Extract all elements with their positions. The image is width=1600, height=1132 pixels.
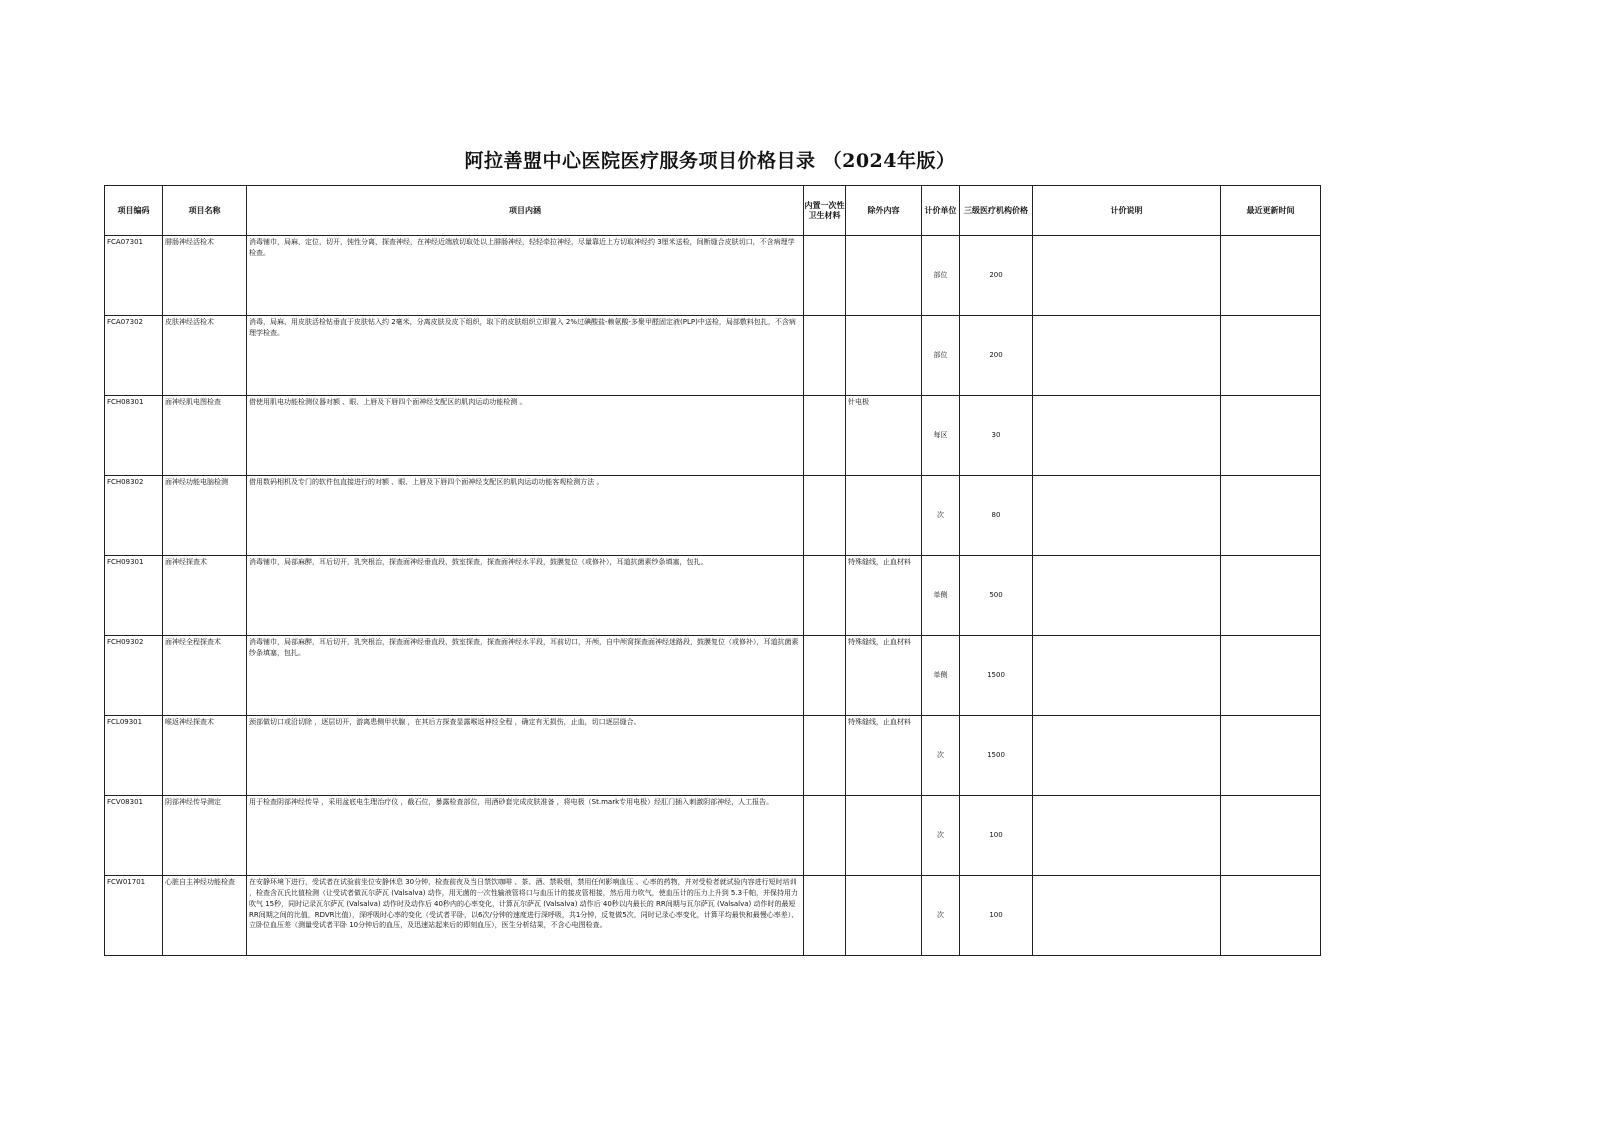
cell-price: 30 bbox=[960, 396, 1033, 476]
cell-content: 消毒，局麻，用皮肤活检钻垂直于皮肤钻入约 2毫米，分离皮肤及皮下组织，取下的皮肤组织立即置入 2%过碘酸盐-赖氨酸-多聚甲醛固定液(PLP)中送检，局部敷料包扎，不含病理学检查。 bbox=[247, 316, 804, 396]
cell-code: FCH09302 bbox=[105, 636, 163, 716]
cell-content: 用于检查阴部神经传导 ，采用盆底电生理治疗仪 ，截石位，暴露检查部位，用酒砂套完成皮肤准备 ，将电极（St.mark专用电极）经肛门插入刺激阴部神经，人工报告。 bbox=[247, 796, 804, 876]
cell-name: 阴部神经传导测定 bbox=[163, 796, 247, 876]
cell-updated bbox=[1221, 476, 1321, 556]
cell-explanation bbox=[1033, 236, 1221, 316]
header-updated: 最近更新时间 bbox=[1221, 186, 1321, 236]
cell-code: FCA07301 bbox=[105, 236, 163, 316]
cell-name: 面神经全程探查术 bbox=[163, 636, 247, 716]
table-row bbox=[105, 316, 1321, 396]
cell-price: 500 bbox=[960, 556, 1033, 636]
table-row bbox=[105, 396, 1321, 476]
cell-unit: 单侧 bbox=[922, 636, 960, 716]
page-title: 阿拉善盟中心医院医疗服务项目价格目录 （2024年版） bbox=[464, 150, 956, 172]
cell-price: 100 bbox=[960, 876, 1033, 956]
cell-excluded bbox=[846, 316, 922, 396]
cell-explanation bbox=[1033, 396, 1221, 476]
cell-unit: 单侧 bbox=[922, 556, 960, 636]
cell-code: FCH08301 bbox=[105, 396, 163, 476]
table-row bbox=[105, 236, 1321, 316]
header-unit: 计价单位 bbox=[922, 186, 960, 236]
cell-price: 1500 bbox=[960, 636, 1033, 716]
cell-price: 200 bbox=[960, 236, 1033, 316]
cell-unit: 每区 bbox=[922, 396, 960, 476]
cell-updated bbox=[1221, 636, 1321, 716]
cell-disposable bbox=[804, 876, 846, 956]
cell-updated bbox=[1221, 796, 1321, 876]
cell-name: 喉返神经探查术 bbox=[163, 716, 247, 796]
cell-disposable bbox=[804, 796, 846, 876]
cell-excluded: 特殊缝线，止血材料 bbox=[846, 716, 922, 796]
header-excluded: 除外内容 bbox=[846, 186, 922, 236]
table-row bbox=[105, 716, 1321, 796]
table-row bbox=[105, 556, 1321, 636]
cell-content: 消毒铺巾，局麻，定位，切开，钝性分离，探查神经，在神经近端放切取处以上腓肠神经，轻轻牵拉神经，尽量靠近上方切取神经约 3厘米送检，间断缝合皮肤切口，不含病理学检查。 bbox=[247, 236, 804, 316]
header-explanation: 计价说明 bbox=[1033, 186, 1221, 236]
cell-price: 100 bbox=[960, 796, 1033, 876]
table-row bbox=[105, 476, 1321, 556]
cell-excluded bbox=[846, 476, 922, 556]
cell-updated bbox=[1221, 716, 1321, 796]
cell-code: FCV08301 bbox=[105, 796, 163, 876]
header-disposable: 内置一次性卫生材料 bbox=[804, 186, 846, 236]
cell-excluded: 特殊缝线，止血材料 bbox=[846, 556, 922, 636]
table-row bbox=[105, 636, 1321, 716]
cell-unit: 部位 bbox=[922, 236, 960, 316]
table-row bbox=[105, 796, 1321, 876]
cell-unit: 次 bbox=[922, 876, 960, 956]
cell-code: FCW01701 bbox=[105, 876, 163, 956]
cell-content: 在安静环境下进行，受试者在试验前坐位安静休息 30分钟，检查前夜及当日禁饮咖啡 、茶、酒、禁吸烟，禁用任何影响血压 、心率的药物，并对受检者就试验内容进行短时培训 ，检查含瓦氏比值检测（让受试者做瓦尔萨瓦 (Valsalva) 动作，用无菌的一次性输液管将口与血压计的接皮管相接，然后用力吹气，使血压计的压力上升到 5.3千帕，并保持用力吹气 15秒，同时记录瓦尔萨瓦 (Valsalva) 动作时及动作后 40秒内的心率变化，计算瓦尔萨瓦 (Valsalva) 动作后 40秒以内最长的 RR间期与瓦尔萨瓦 (Valsalva) 动作时的最短 RR间期之间的比值，RDVR比值），深呼吸时心率的变化（受试者平卧，以6次/分钟的速度进行深呼吸，共1分钟，反复做5次，同时记录心率变化，计算平均最快和最慢心率差）、立卧位血压差（测量受试者平卧 10分钟后的血压，及迅速站起来后的即刻血压），医生分析结果，不含心电图检查。 bbox=[247, 876, 804, 956]
cell-name: 面神经肌电图检查 bbox=[163, 396, 247, 476]
cell-disposable bbox=[804, 316, 846, 396]
cell-explanation bbox=[1033, 796, 1221, 876]
cell-explanation bbox=[1033, 556, 1221, 636]
cell-price: 80 bbox=[960, 476, 1033, 556]
cell-name: 面神经功能电脑检测 bbox=[163, 476, 247, 556]
cell-code: FCL09301 bbox=[105, 716, 163, 796]
cell-disposable bbox=[804, 476, 846, 556]
cell-disposable bbox=[804, 236, 846, 316]
header-name: 项目名称 bbox=[163, 186, 247, 236]
cell-excluded bbox=[846, 876, 922, 956]
cell-price: 200 bbox=[960, 316, 1033, 396]
cell-unit: 次 bbox=[922, 716, 960, 796]
cell-explanation bbox=[1033, 636, 1221, 716]
cell-content: 颈部做切口或沿切除 ，逐层切开，游离患侧甲状腺 ，在其后方探查显露喉返神经全程 ，确定有无损伤，止血，切口逐层缝合。 bbox=[247, 716, 804, 796]
cell-updated bbox=[1221, 396, 1321, 476]
cell-disposable bbox=[804, 636, 846, 716]
cell-unit: 次 bbox=[922, 476, 960, 556]
cell-name: 面神经探查术 bbox=[163, 556, 247, 636]
cell-content: 借用数码相机及专门的软件包直接进行的对额 、眼、上唇及下唇四个面神经支配区的肌肉运动功能客观检测方法 。 bbox=[247, 476, 804, 556]
cell-excluded: 针电极 bbox=[846, 396, 922, 476]
cell-content: 消毒铺巾，局部麻醉，耳后切开，乳突根治，探查面神经垂直段，鼓室探查，探查面神经水平段，耳前切口，开颅，自中颅窝探查面神经迷路段，鼓膜复位（或修补），耳道抗菌素纱条填塞，包扎。 bbox=[247, 636, 804, 716]
cell-code: FCH09301 bbox=[105, 556, 163, 636]
cell-explanation bbox=[1033, 716, 1221, 796]
header-code: 项目编码 bbox=[105, 186, 163, 236]
cell-updated bbox=[1221, 556, 1321, 636]
cell-name: 皮肤神经活检术 bbox=[163, 316, 247, 396]
cell-price: 1500 bbox=[960, 716, 1033, 796]
cell-disposable bbox=[804, 716, 846, 796]
table-header-row bbox=[105, 186, 1321, 236]
cell-explanation bbox=[1033, 476, 1221, 556]
table-row bbox=[105, 876, 1321, 956]
cell-explanation bbox=[1033, 876, 1221, 956]
cell-code: FCH08302 bbox=[105, 476, 163, 556]
cell-updated bbox=[1221, 236, 1321, 316]
cell-updated bbox=[1221, 316, 1321, 396]
cell-updated bbox=[1221, 876, 1321, 956]
cell-unit: 部位 bbox=[922, 316, 960, 396]
cell-content: 借使用肌电功能检测仪器对额 、眼、上唇及下唇四个面神经支配区的肌肉运动功能检测 。 bbox=[247, 396, 804, 476]
cell-content: 消毒铺巾，局部麻醉，耳后切开，乳突根治，探查面神经垂直段，鼓室探查，探查面神经水平段，鼓膜复位（或修补），耳道抗菌素纱条填塞，包扎。 bbox=[247, 556, 804, 636]
price-table bbox=[104, 185, 1321, 956]
header-price: 三级医疗机构价格 bbox=[960, 186, 1033, 236]
cell-name: 腓肠神经活检术 bbox=[163, 236, 247, 316]
cell-name: 心脏自主神经功能检查 bbox=[163, 876, 247, 956]
cell-excluded bbox=[846, 236, 922, 316]
cell-code: FCA07302 bbox=[105, 316, 163, 396]
cell-excluded bbox=[846, 796, 922, 876]
cell-excluded: 特殊缝线，止血材料 bbox=[846, 636, 922, 716]
header-content: 项目内涵 bbox=[247, 186, 804, 236]
cell-explanation bbox=[1033, 316, 1221, 396]
cell-disposable bbox=[804, 396, 846, 476]
cell-unit: 次 bbox=[922, 796, 960, 876]
cell-disposable bbox=[804, 556, 846, 636]
